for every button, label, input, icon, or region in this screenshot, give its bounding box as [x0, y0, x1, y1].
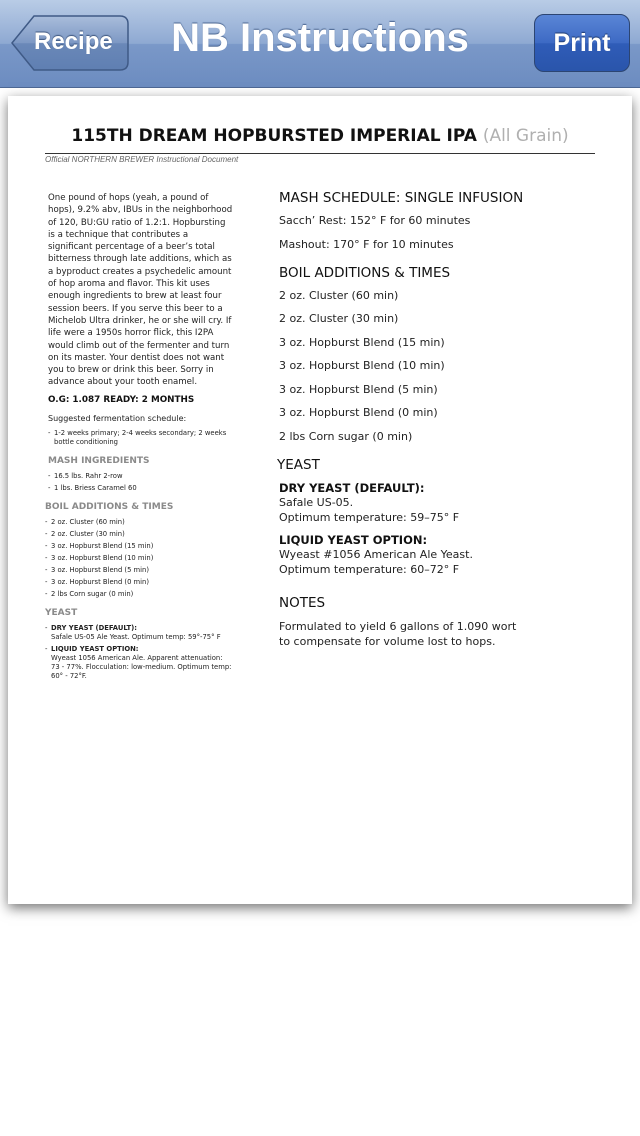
left-column — [45, 192, 233, 684]
title-divider — [45, 153, 595, 154]
dry-yeast-temp: Optimum temperature: 59–75° F — [279, 510, 460, 524]
boil-heading: BOIL ADDITIONS & TIMES — [279, 264, 451, 281]
dry-yeast-details — [279, 495, 609, 525]
list-item: - 2 oz. Cluster (30 min) — [45, 530, 233, 539]
liquid-yeast-text: Wyeast 1056 American Ale. Apparent attenuation: 73 - 77%. Flocculation: low-medium. Optimum temp: 60° - 72°F. — [51, 653, 232, 680]
yeast-heading: YEAST — [277, 456, 320, 473]
left-boil-heading: BOIL ADDITIONS & TIMES — [45, 501, 174, 512]
page-title: NB Instructions — [171, 16, 469, 60]
mash-step: Mashout: 170° F for 10 minutes — [279, 237, 454, 251]
left-yeast-heading: YEAST — [45, 607, 78, 618]
og-ready: O.G: 1.087 READY: 2 MONTHS — [48, 394, 195, 405]
mash-step: Sacch’ Rest: 152° F for 60 minutes — [279, 214, 471, 227]
navigation-bar — [0, 0, 640, 88]
liquid-yeast-strain: Wyeast #1056 American Ale Yeast. — [279, 547, 473, 561]
back-button[interactable] — [10, 14, 130, 72]
notes-heading: NOTES — [279, 594, 326, 611]
dry-yeast-text: Safale US-05 Ale Yeast. Optimum temp: 59°-75° F — [51, 632, 221, 641]
list-item: - 1-2 weeks primary; 2-4 weeks secondary; 2 weeks bottle conditioning — [48, 429, 233, 447]
list-item: - 2 lbs Corn sugar (0 min) — [45, 590, 233, 599]
fermentation-label: Suggested fermentation schedule: — [48, 413, 187, 423]
right-column — [279, 190, 609, 650]
notes-line: to compensate for volume lost to hops. — [279, 635, 496, 648]
list-item — [45, 645, 233, 681]
list-item: - 1 lbs. Briess Caramel 60 — [48, 484, 233, 493]
list-item: - 16.5 lbs. Rahr 2-row — [48, 472, 233, 481]
list-item: - 2 oz. Cluster (60 min) — [45, 518, 233, 527]
liquid-yeast-details — [279, 547, 609, 577]
boil-addition: 3 oz. Hopburst Blend (15 min) — [279, 335, 445, 349]
list-item: - 3 oz. Hopburst Blend (15 min) — [45, 542, 233, 551]
list-item — [45, 624, 233, 642]
boil-addition: 3 oz. Hopburst Blend (5 min) — [279, 382, 438, 396]
dry-yeast-title: - DRY YEAST (DEFAULT): — [51, 623, 138, 632]
instruction-document[interactable] — [8, 96, 632, 904]
mash-ingredients-heading: MASH INGREDIENTS — [48, 455, 150, 466]
back-button-label: Recipe — [34, 28, 113, 55]
mash-ingredients-list — [48, 472, 233, 493]
boil-addition: 3 oz. Hopburst Blend (0 min) — [279, 406, 438, 419]
dry-yeast-heading: DRY YEAST (DEFAULT): — [279, 480, 425, 495]
list-item: - 3 oz. Hopburst Blend (0 min) — [45, 578, 233, 587]
list-item: - 3 oz. Hopburst Blend (5 min) — [45, 566, 233, 575]
dry-yeast-strain: Safale US-05. — [279, 495, 354, 509]
left-yeast-list — [45, 624, 233, 681]
boil-addition: 2 oz. Cluster (30 min) — [279, 312, 399, 325]
left-boil-list — [45, 518, 233, 599]
print-button[interactable]: Print — [534, 14, 630, 72]
recipe-type: (All Grain) — [482, 126, 569, 146]
liquid-yeast-temp: Optimum temperature: 60–72° F — [279, 562, 460, 576]
notes-text — [279, 619, 609, 650]
document-title — [8, 126, 632, 146]
boil-addition: 3 oz. Hopburst Blend (10 min) — [279, 359, 445, 372]
recipe-name: 115TH DREAM HOPBURSTED IMPERIAL IPA — [71, 126, 477, 146]
liquid-yeast-heading: LIQUID YEAST OPTION: — [279, 532, 428, 547]
list-item: - 3 oz. Hopburst Blend (10 min) — [45, 554, 233, 563]
document-subtitle: Official NORTHERN BREWER Instructional Document — [45, 155, 239, 164]
liquid-yeast-title: - LIQUID YEAST OPTION: — [51, 644, 139, 653]
notes-line: Formulated to yield 6 gallons of 1.090 wort — [279, 619, 517, 633]
boil-addition: 2 oz. Cluster (60 min) — [279, 288, 399, 302]
intro-paragraph: One pound of hops (yeah, a pound of hops), 9.2% abv, IBUs in the neighborhood of 120, BU:GU ratio of 1.2:1. Hopbursting is a technique that contributes a significant percentage of a beer’s total bitterness through late additions, which as a byproduct creates a psychedelic amount of hop aroma and flavor. This kit uses enough ingredients to brew at least four session beers. If you serve this beer to a Michelob Ultra drinker, he or she will cry. If life were a 1950s horror flick, this I2PA would climb out of the fermenter and turn on its master. Your dentist does not want you to brew or drink this beer. Sorry in advance about your tooth enamel. — [48, 193, 233, 388]
mash-schedule-heading: MASH SCHEDULE: SINGLE INFUSION — [279, 190, 524, 206]
boil-addition: 2 lbs Corn sugar (0 min) — [279, 429, 413, 443]
fermentation-list — [48, 429, 233, 447]
